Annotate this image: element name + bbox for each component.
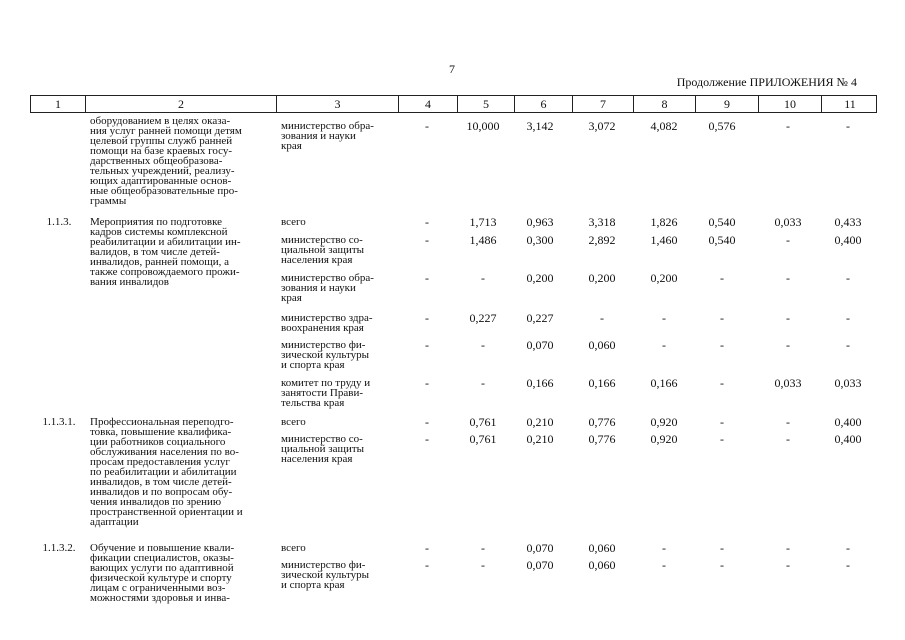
value-cell: 0,200 (526, 271, 554, 285)
value-cell: 0,540 (708, 215, 736, 229)
value-cell: - (786, 119, 790, 133)
value-cell: - (786, 271, 790, 285)
value-cell: 0,963 (526, 215, 554, 229)
value-cell: - (720, 432, 724, 446)
executor-cell: министерство со- циальной защиты населения края (281, 234, 365, 266)
value-cell: 1,486 (469, 233, 497, 247)
value-cell: 0,166 (650, 376, 678, 390)
executor-cell: министерство фи- зической культуры и спорта края (281, 559, 370, 591)
value-cell: 0,060 (588, 338, 616, 352)
value-cell: - (425, 311, 429, 325)
value-cell: - (425, 541, 429, 555)
value-cell: 2,892 (588, 233, 616, 247)
value-cell: - (662, 558, 666, 572)
executor-cell: министерство здра- воохранения края (281, 312, 373, 334)
value-cell: 0,761 (469, 432, 497, 446)
row-description: Профессиональная переподго- товка, повышение квалифика- ции работников социального обслуживания населения по во- просам предоставления услуг по реабилитации и абилитации инвалидов, в том числе детей- инвалидов и по вопросам обу- чения инвалидов по зрению пространственной ориентации и адаптации (90, 416, 243, 528)
row-number: 1.1.3. (46, 216, 72, 228)
value-cell: - (481, 338, 485, 352)
value-cell: - (481, 558, 485, 572)
value-cell: 0,210 (526, 415, 554, 429)
table-header (30, 95, 877, 113)
executor-cell: всего (281, 542, 306, 554)
value-cell: 0,200 (588, 271, 616, 285)
value-cell: 10,000 (466, 119, 500, 133)
header-col-1: 1 (55, 97, 61, 111)
value-cell: - (425, 119, 429, 133)
value-cell: - (425, 558, 429, 572)
value-cell: - (786, 558, 790, 572)
value-cell: 0,400 (834, 415, 862, 429)
row-number: 1.1.3.1. (42, 416, 76, 428)
value-cell: 0,300 (526, 233, 554, 247)
value-cell: - (425, 233, 429, 247)
row-number: 1.1.3.2. (42, 542, 76, 554)
value-cell: - (481, 271, 485, 285)
value-cell: 0,776 (588, 432, 616, 446)
value-cell: - (425, 376, 429, 390)
value-cell: 0,400 (834, 432, 862, 446)
value-cell: - (425, 432, 429, 446)
header-col-7: 7 (572, 96, 633, 112)
value-cell: - (662, 311, 666, 325)
value-cell: 0,070 (526, 338, 554, 352)
header-col-5: 5 (457, 96, 514, 112)
value-cell: 3,318 (588, 215, 616, 229)
value-cell: 0,033 (774, 376, 802, 390)
value-cell: - (720, 311, 724, 325)
value-cell: 0,070 (526, 558, 554, 572)
value-cell: - (846, 271, 850, 285)
executor-cell: министерство обра- зования и науки края (281, 272, 374, 304)
value-cell: 0,776 (588, 415, 616, 429)
value-cell: - (481, 541, 485, 555)
value-cell: 4,082 (650, 119, 678, 133)
value-cell: 1,460 (650, 233, 678, 247)
value-cell: 0,227 (469, 311, 497, 325)
value-cell: 0,576 (708, 119, 736, 133)
header-col-11: 11 (821, 96, 878, 112)
value-cell: 0,433 (834, 215, 862, 229)
header-col-3: 3 (276, 96, 398, 112)
header-col-2: 2 (85, 96, 276, 112)
value-cell: 0,070 (526, 541, 554, 555)
value-cell: - (662, 541, 666, 555)
value-cell: 0,540 (708, 233, 736, 247)
value-cell: - (720, 376, 724, 390)
header-col-10: 10 (758, 96, 821, 112)
value-cell: - (662, 338, 666, 352)
value-cell: - (720, 338, 724, 352)
value-cell: - (600, 311, 604, 325)
executor-cell: министерство фи- зической культуры и спорта края (281, 339, 370, 371)
value-cell: - (720, 271, 724, 285)
value-cell: - (720, 541, 724, 555)
value-cell: 3,072 (588, 119, 616, 133)
value-cell: - (846, 119, 850, 133)
value-cell: - (481, 376, 485, 390)
executor-cell: комитет по труду и занятости Прави- тельства края (281, 377, 371, 409)
value-cell: - (846, 338, 850, 352)
value-cell: 0,060 (588, 541, 616, 555)
executor-cell: министерство обра- зования и науки края (281, 120, 374, 152)
value-cell: 1,713 (469, 215, 497, 229)
value-cell: - (786, 233, 790, 247)
row-description: Обучение и повышение квали- фикации специалистов, оказы- вающих услуги по адаптивной физической культуре и спорту лицам с ограниченными воз- можностями здоровья и инва- (90, 542, 235, 604)
value-cell: 0,166 (588, 376, 616, 390)
value-cell: - (786, 338, 790, 352)
value-cell: 0,210 (526, 432, 554, 446)
value-cell: 0,033 (834, 376, 862, 390)
value-cell: 1,826 (650, 215, 678, 229)
value-cell: - (425, 338, 429, 352)
value-cell: - (425, 415, 429, 429)
value-cell: 0,920 (650, 432, 678, 446)
executor-cell: всего (281, 416, 306, 428)
value-cell: 0,761 (469, 415, 497, 429)
value-cell: - (425, 215, 429, 229)
executor-cell: всего (281, 216, 306, 228)
value-cell: - (720, 415, 724, 429)
header-col-6: 6 (514, 96, 572, 112)
value-cell: - (720, 558, 724, 572)
value-cell: 0,920 (650, 415, 678, 429)
continuation-title: Продолжение ПРИЛОЖЕНИЯ № 4 (676, 75, 857, 89)
executor-cell: министерство со- циальной защиты населения края (281, 433, 365, 465)
value-cell: 0,033 (774, 215, 802, 229)
value-cell: 0,060 (588, 558, 616, 572)
header-col-8: 8 (633, 96, 695, 112)
value-cell: - (786, 432, 790, 446)
value-cell: 0,227 (526, 311, 554, 325)
value-cell: 0,200 (650, 271, 678, 285)
value-cell: 3,142 (526, 119, 554, 133)
value-cell: - (846, 541, 850, 555)
value-cell: - (425, 271, 429, 285)
value-cell: - (786, 311, 790, 325)
header-col-9: 9 (695, 96, 758, 112)
row-description: Мероприятия по подготовке кадров системы комплексной реабилитации и абилитации ин- валидов, в том числе детей- инвалидов, ранней помощи, а также сопровождаемого прожи- вания инвалидов (90, 216, 241, 288)
value-cell: - (786, 541, 790, 555)
page-number: 7 (449, 62, 455, 76)
value-cell: - (846, 558, 850, 572)
value-cell: 0,400 (834, 233, 862, 247)
value-cell: 0,166 (526, 376, 554, 390)
row-description: оборудованием в целях оказа- ния услуг ранней помощи детям целевой группы служб ранней помощи на базе краевых госу- дарственных общеобразова- тельных учреждений, реализу- ющих адаптированные основ- ные общеобразовательные про- граммы (90, 115, 242, 207)
value-cell: - (846, 311, 850, 325)
header-col-4: 4 (398, 96, 457, 112)
value-cell: - (786, 415, 790, 429)
